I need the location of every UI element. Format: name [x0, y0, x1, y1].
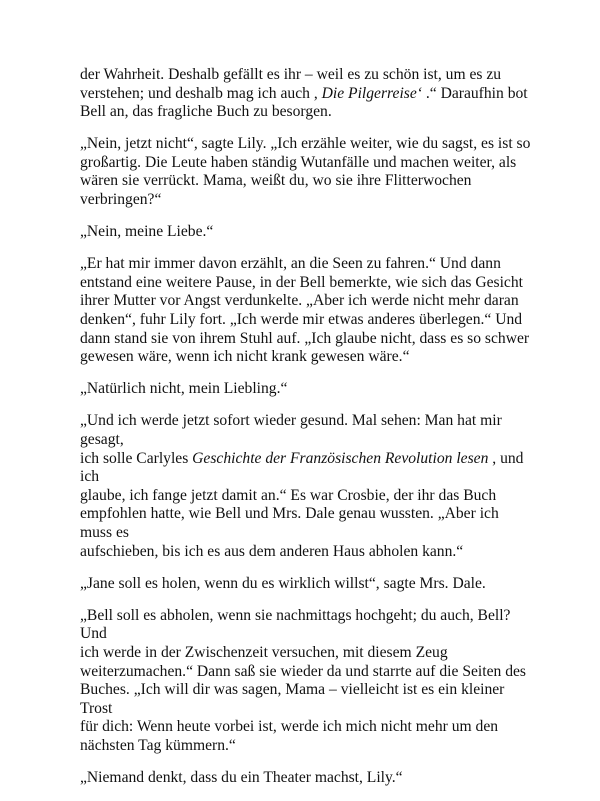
paragraph-6	[80, 412, 532, 561]
paragraph-7	[80, 575, 532, 594]
paragraph-3-text: „Nein, meine Liebe.“	[80, 223, 214, 241]
paragraph-2-text: „Nein, jetzt nicht“, sagte Lily. „Ich erzähle weiter, wie du sagst, es ist so großartig. Die Leute haben ständig Wutanfälle und machen weiter, als wären sie verrückt. Mama, weißt du, wo sie ihre Flitterwochen verbringen?“	[80, 135, 531, 209]
paragraph-5-text: „Natürlich nicht, mein Liebling.“	[80, 380, 288, 398]
document-page	[80, 66, 532, 801]
paragraph-6-text-2: , und ich glaube, ich fange jetzt damit an.“ Es war Crosbie, der ihr das Buch empfohlen hatte, wie Bell und Mrs. Dale genau wussten. „Aber ich muss es aufschieben, bis ich es aus dem anderen Haus abholen kann.“	[80, 449, 524, 560]
paragraph-8	[80, 607, 532, 756]
paragraph-9-text: „Niemand denkt, dass du ein Theater machst, Lily.“	[80, 769, 403, 786]
paragraph-3	[80, 223, 532, 242]
paragraph-4	[80, 255, 532, 367]
paragraph-9	[80, 769, 532, 788]
paragraph-1	[80, 66, 532, 122]
paragraph-6-text-1: „Und ich werde jetzt sofort wieder gesund. Mal sehen: Man hat mir gesagt, ich solle Carlyles	[80, 412, 502, 467]
paragraph-8-text: „Bell soll es abholen, wenn sie nachmittags hochgeht; du auch, Bell? Und ich werde in der Zwischenzeit versuchen, mit diesem Zeug weiterzumachen.“ Dann saß sie wieder da und starrte auf die Seiten des Buches. „Ich will dir was sagen, Mama – vielleicht ist es ein kleiner Trost für dich: Wenn heute vorbei ist, werde ich mich nicht mehr um den nächsten Tag kümmern.“	[80, 606, 526, 754]
paragraph-2	[80, 135, 532, 209]
paragraph-1-book-title: Die Pilgerreise‘	[321, 84, 426, 102]
paragraph-6-book-title: Geschichte der Französischen Revolution lesen	[192, 449, 489, 467]
paragraph-4-text: „Er hat mir immer davon erzählt, an die Seen zu fahren.“ Und dann entstand eine weitere Pause, in der Bell bemerkte, wie sich das Gesicht ihrer Mutter vor Angst verdunkelte. „Aber ich werde nicht mehr daran denken“, fuhr Lily fort. „Ich werde mir etwas anderes überlegen.“ Und dann stand sie von ihrem Stuhl auf. „Ich glaube nicht, dass es so schwer gewesen wäre, wenn ich nicht krank gewesen wäre.“	[80, 255, 530, 366]
paragraph-5	[80, 380, 532, 399]
paragraph-7-text: „Jane soll es holen, wenn du es wirklich willst“, sagte Mrs. Dale.	[80, 574, 486, 592]
paragraph-1-text-2: .“ Daraufhin bot Bell an, das fragliche Buch zu besorgen.	[80, 84, 528, 121]
paragraph-1-text-1: der Wahrheit. Deshalb gefällt es ihr – weil es zu schön ist, um es zu verstehen; und deshalb mag ich auch ,	[80, 66, 502, 102]
